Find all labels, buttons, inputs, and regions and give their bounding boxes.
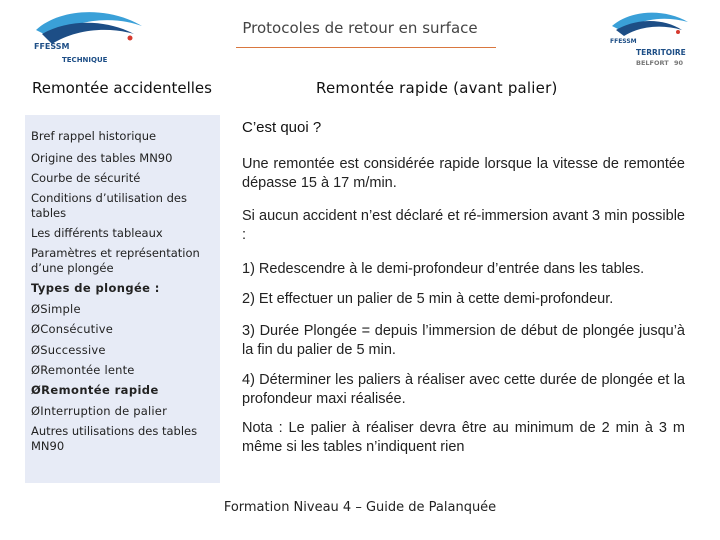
logo-belfort-text: BELFORT — [636, 59, 669, 67]
paragraph-definition: Une remontée est considérée rapide lorsque la vitesse de remontée dépasse 15 à 17 m/min. — [242, 156, 685, 191]
right-heading: Remontée rapide (avant palier) — [316, 79, 558, 97]
sidebar-item-tableaux: Les différents tableaux — [31, 226, 163, 240]
page-title: Protocoles de retour en surface — [242, 19, 478, 37]
paragraph-step-4: 4) Déterminer les paliers à réaliser avec cette durée de plongée et la profondeur maxi réalisée. — [242, 372, 685, 407]
sidebar-item-simple: ØSimple — [31, 302, 81, 316]
logo-territoire-text: TERRITOIRE — [636, 48, 686, 57]
sidebar-item-parametres: Paramètres et représentation d’une plongée — [31, 246, 200, 275]
footer-text: Formation Niveau 4 – Guide de Palanquée — [223, 500, 497, 515]
logo-label-text: TECHNIQUE — [62, 56, 108, 64]
paragraph-condition: Si aucun accident n’est déclaré et ré-immersion avant 3 min possible : — [242, 208, 685, 243]
logo-number-text: 90 — [674, 59, 684, 67]
sidebar-item-historique: Bref rappel historique — [31, 129, 157, 143]
sidebar-item-autres: Autres utilisations des tables MN90 — [31, 424, 198, 453]
left-heading: Remontée accidentelles — [32, 79, 212, 97]
sidebar-item-consecutive: ØConsécutive — [31, 322, 114, 336]
section-title: C’est quoi ? — [242, 119, 322, 136]
sidebar-item-remontee-rapide: ØRemontée rapide — [31, 383, 159, 397]
sidebar-item-courbe: Courbe de sécurité — [31, 171, 141, 185]
sidebar-item-successive: ØSuccessive — [31, 343, 106, 357]
paragraph-step-1: 1) Redescendre à le demi-profondeur d’entrée dans les tables. — [242, 261, 645, 277]
sidebar-item-types: Types de plongée : — [31, 281, 160, 295]
title-divider — [236, 47, 496, 48]
logo-org-text: FFESSM — [34, 42, 70, 51]
paragraph-step-3: 3) Durée Plongée = depuis l’immersion de début de plongée jusqu’à la fin du palier de 5 min. — [242, 323, 685, 358]
logo-org-text: FFESSM — [610, 38, 637, 45]
sidebar-item-conditions: Conditions d’utilisation des tables — [31, 191, 187, 220]
sidebar-item-origine: Origine des tables MN90 — [31, 151, 173, 165]
ffessm-technique-logo — [30, 8, 148, 70]
paragraph-step-2: 2) Et effectuer un palier de 5 min à cette demi-profondeur. — [242, 291, 614, 307]
sidebar-item-interruption: ØInterruption de palier — [31, 404, 168, 418]
paragraph-nota: Nota : Le palier à réaliser devra être au minimum de 2 min à 3 m même si les tables n’indiquent rien — [242, 420, 685, 455]
sidebar-item-remontee-lente: ØRemontée lente — [31, 363, 135, 377]
